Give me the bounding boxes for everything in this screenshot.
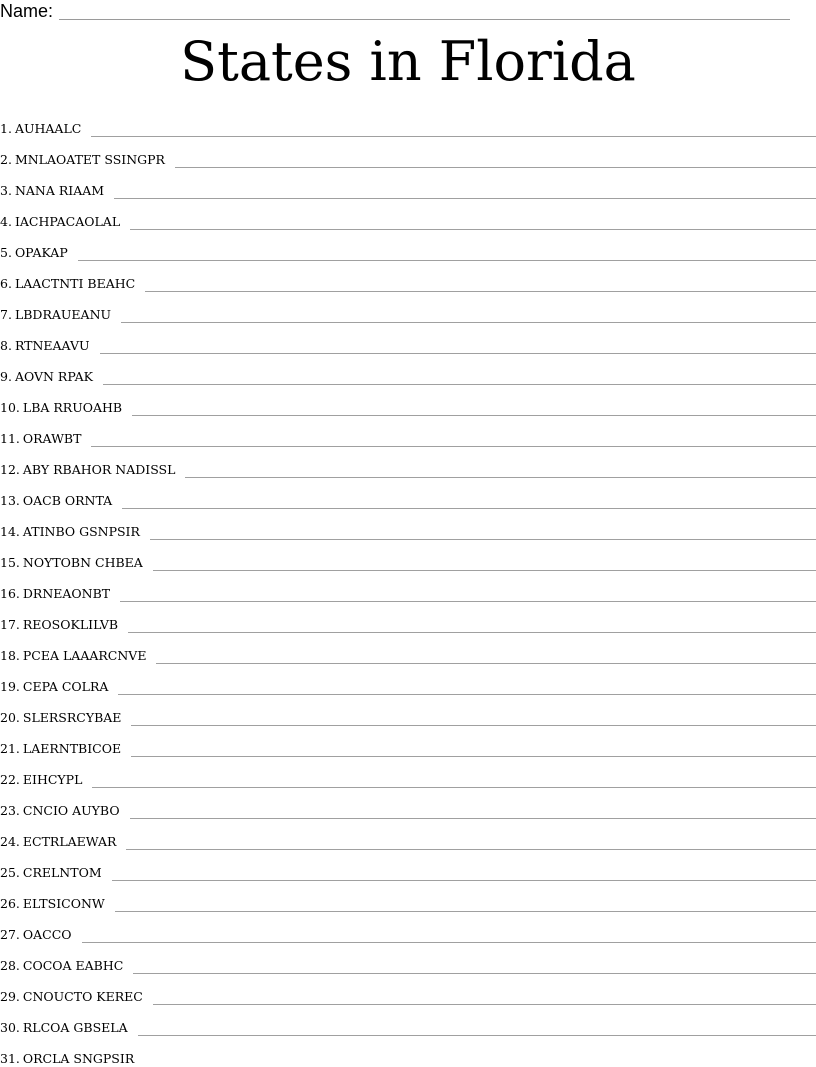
list-item (0, 1036, 816, 1067)
list-item (0, 664, 816, 695)
item-number: 26. (0, 896, 20, 911)
name-label: Name: (0, 1, 54, 21)
answer-line[interactable] (128, 620, 816, 633)
item-number: 20. (0, 710, 20, 725)
list-item (0, 509, 816, 540)
scrambled-word: EIHCYPL (22, 772, 83, 787)
answer-line[interactable] (130, 217, 816, 230)
answer-line[interactable] (122, 496, 816, 509)
list-item (0, 788, 816, 819)
answer-line[interactable] (92, 775, 816, 788)
scrambled-word: NANA RIAAM (14, 183, 105, 198)
list-item (0, 726, 816, 757)
scrambled-word: OACB ORNTA (22, 493, 113, 508)
item-number: 15. (0, 555, 20, 570)
answer-line[interactable] (130, 806, 816, 819)
list-item (0, 819, 816, 850)
item-number: 3. (0, 183, 12, 198)
name-input-line[interactable] (59, 4, 790, 20)
answer-line[interactable] (185, 465, 816, 478)
item-number: 31. (0, 1051, 20, 1066)
item-number: 8. (0, 338, 12, 353)
item-number: 19. (0, 679, 20, 694)
item-number: 16. (0, 586, 20, 601)
scrambled-word: PCEA LAAARCNVE (22, 648, 147, 663)
list-item (0, 261, 816, 292)
scrambled-word: CNCIO AUYBO (22, 803, 120, 818)
item-number: 5. (0, 245, 12, 260)
scrambled-word: CNOUCTO KEREC (22, 989, 143, 1004)
list-item (0, 540, 816, 571)
list-item (0, 633, 816, 664)
scrambled-word: LAACTNTI BEAHC (14, 276, 136, 291)
list-item (0, 447, 816, 478)
scrambled-word: NOYTOBN CHBEA (22, 555, 143, 570)
scrambled-word: DRNEAONBT (22, 586, 111, 601)
answer-line[interactable] (120, 589, 816, 602)
scrambled-word: LBA RRUOAHB (22, 400, 123, 415)
answer-line[interactable] (150, 527, 816, 540)
item-number: 25. (0, 865, 20, 880)
item-number: 30. (0, 1020, 20, 1035)
item-number: 14. (0, 524, 20, 539)
item-number: 18. (0, 648, 20, 663)
answer-line[interactable] (153, 992, 816, 1005)
page-title: States in Florida (180, 30, 636, 93)
answer-line[interactable] (91, 434, 816, 447)
scrambled-word: OACCO (22, 927, 72, 942)
scrambled-word: ORCLA SNGPSIR (22, 1051, 135, 1066)
item-number: 6. (0, 276, 12, 291)
scrambled-word: ABY RBAHOR NADISSL (22, 462, 176, 477)
scrambled-word: CRELNTOM (22, 865, 102, 880)
item-number: 7. (0, 307, 12, 322)
answer-line[interactable] (91, 124, 816, 137)
answer-line[interactable] (156, 651, 816, 664)
scrambled-word: LBDRAUEANU (14, 307, 112, 322)
item-number: 28. (0, 958, 20, 973)
list-item (0, 385, 816, 416)
answer-line[interactable] (153, 558, 816, 571)
list-item (0, 478, 816, 509)
list-item (0, 602, 816, 633)
scrambled-word: AOVN RPAK (14, 369, 93, 384)
scramble-list (0, 106, 816, 1067)
scrambled-word: SLERSRCYBAE (22, 710, 122, 725)
answer-line[interactable] (133, 961, 816, 974)
scrambled-word: ELTSICONW (22, 896, 105, 911)
list-item (0, 199, 816, 230)
answer-line[interactable] (138, 1023, 816, 1036)
scrambled-word: REOSOKLILVB (22, 617, 119, 632)
item-number: 27. (0, 927, 20, 942)
item-number: 10. (0, 400, 20, 415)
answer-line[interactable] (121, 310, 816, 323)
scrambled-word: AUHAALC (14, 121, 82, 136)
list-item (0, 416, 816, 447)
list-item (0, 354, 816, 385)
scrambled-word: RTNEAAVU (14, 338, 90, 353)
item-number: 13. (0, 493, 20, 508)
list-item (0, 1005, 816, 1036)
name-row (0, 0, 790, 20)
list-item (0, 850, 816, 881)
list-item (0, 323, 816, 354)
list-item (0, 881, 816, 912)
scrambled-word: RLCOA GBSELA (22, 1020, 128, 1035)
answer-line[interactable] (114, 186, 816, 199)
list-item (0, 695, 816, 726)
item-number: 24. (0, 834, 20, 849)
answer-line[interactable] (115, 899, 816, 912)
answer-line[interactable] (126, 837, 816, 850)
scrambled-word: MNLAOATET SSINGPR (14, 152, 165, 167)
scrambled-word: LAERNTBICOE (22, 741, 122, 756)
answer-line[interactable] (131, 744, 816, 757)
list-item (0, 137, 816, 168)
item-number: 17. (0, 617, 20, 632)
answer-line[interactable] (78, 248, 816, 261)
answer-line[interactable] (112, 868, 816, 881)
list-item (0, 571, 816, 602)
scrambled-word: OPAKAP (14, 245, 68, 260)
list-item (0, 168, 816, 199)
scrambled-word: ECTRLAEWAR (22, 834, 117, 849)
answer-line[interactable] (175, 155, 816, 168)
answer-line[interactable] (103, 372, 816, 385)
item-number: 9. (0, 369, 12, 384)
answer-line[interactable] (100, 341, 816, 354)
scrambled-word: ORAWBT (22, 431, 82, 446)
item-number: 2. (0, 152, 12, 167)
item-number: 21. (0, 741, 20, 756)
item-number: 29. (0, 989, 20, 1004)
list-item (0, 106, 816, 137)
item-number: 22. (0, 772, 20, 787)
item-number: 4. (0, 214, 12, 229)
answer-line[interactable] (132, 403, 816, 416)
answer-line[interactable] (131, 713, 816, 726)
item-number: 11. (0, 431, 20, 446)
list-item (0, 974, 816, 1005)
scrambled-word: COCOA EABHC (22, 958, 124, 973)
list-item (0, 757, 816, 788)
answer-line[interactable] (145, 279, 816, 292)
list-item (0, 292, 816, 323)
scrambled-word: IACHPACAOLAL (14, 214, 121, 229)
scrambled-word: CEPA COLRA (22, 679, 109, 694)
item-number: 23. (0, 803, 20, 818)
answer-line[interactable] (82, 930, 816, 943)
list-item (0, 912, 816, 943)
item-number: 1. (0, 121, 12, 136)
item-number: 12. (0, 462, 20, 477)
list-item (0, 230, 816, 261)
list-item (0, 943, 816, 974)
scrambled-word: ATINBO GSNPSIR (22, 524, 140, 539)
answer-line[interactable] (118, 682, 816, 695)
